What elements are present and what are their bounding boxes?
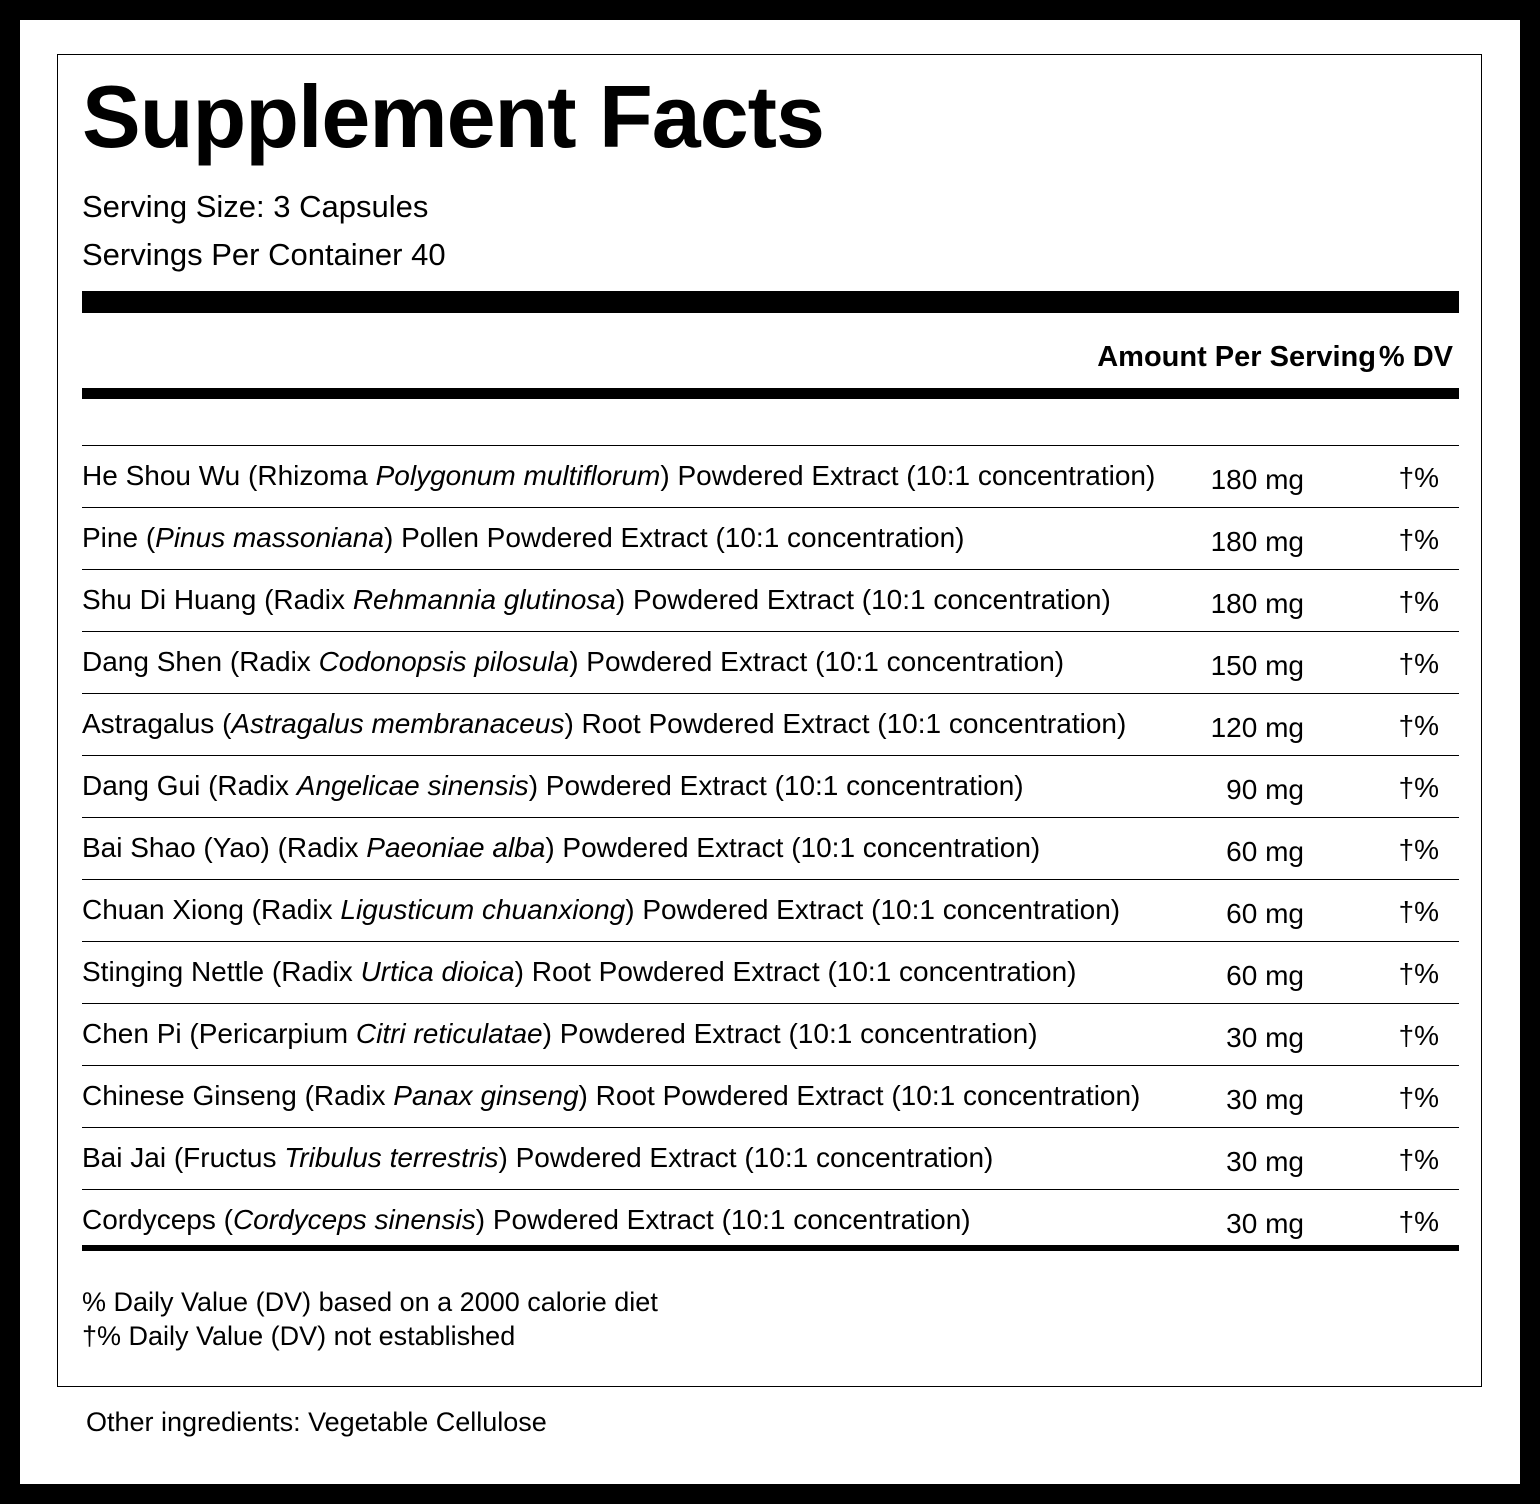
ingredient-latin-name: Codonopsis pilosula bbox=[318, 646, 570, 677]
ingredient-name-prefix: Bai Jai (Fructus bbox=[82, 1142, 285, 1173]
ingredient-daily-value: †% bbox=[1398, 772, 1439, 803]
header-amount-per-serving: Amount Per Serving bbox=[1097, 341, 1376, 373]
ingredient-amount: 180 mg bbox=[1210, 464, 1304, 495]
ingredient-name bbox=[82, 1080, 1140, 1112]
ingredient-latin-name: Citri reticulatae bbox=[355, 1018, 543, 1049]
table-row bbox=[82, 694, 1459, 756]
ingredient-name-prefix: Cordyceps ( bbox=[82, 1204, 233, 1235]
divider-bottom bbox=[82, 1245, 1459, 1251]
table-row bbox=[82, 446, 1459, 508]
ingredient-amount: 120 mg bbox=[1210, 712, 1304, 743]
ingredient-name-suffix: ) Powdered Extract (10:1 concentration) bbox=[542, 1018, 1038, 1049]
ingredient-daily-value: †% bbox=[1398, 586, 1439, 617]
ingredient-name-prefix: Pine ( bbox=[82, 522, 156, 553]
ingredient-name bbox=[82, 584, 1111, 616]
ingredient-name-suffix: ) Root Powdered Extract (10:1 concentration) bbox=[514, 956, 1077, 987]
divider-thick bbox=[82, 291, 1459, 313]
ingredient-name-prefix: Astragalus ( bbox=[82, 708, 232, 739]
ingredient-amount: 180 mg bbox=[1210, 588, 1304, 619]
page-title: Supplement Facts bbox=[82, 67, 824, 166]
ingredient-amount: 60 mg bbox=[1226, 836, 1304, 867]
table-row bbox=[82, 880, 1459, 942]
ingredient-name-suffix: ) Powdered Extract (10:1 concentration) bbox=[498, 1142, 994, 1173]
ingredient-name bbox=[82, 956, 1076, 988]
footnote-dv-basis: % Daily Value (DV) based on a 2000 calorie diet bbox=[82, 1287, 658, 1317]
ingredient-amount: 30 mg bbox=[1226, 1146, 1304, 1177]
other-ingredients: Other ingredients: Vegetable Cellulose bbox=[86, 1407, 547, 1437]
ingredient-daily-value: †% bbox=[1398, 1020, 1439, 1051]
ingredient-amount: 30 mg bbox=[1226, 1084, 1304, 1115]
ingredient-name-prefix: He Shou Wu (Rhizoma bbox=[82, 460, 376, 491]
ingredient-latin-name: Paeoniae alba bbox=[366, 832, 546, 863]
ingredient-name-suffix: ) Powdered Extract (10:1 concentration) bbox=[625, 894, 1121, 925]
ingredient-latin-name: Panax ginseng bbox=[393, 1080, 579, 1111]
ingredient-name-suffix: ) Powdered Extract (10:1 concentration) bbox=[615, 584, 1111, 615]
table-row bbox=[82, 818, 1459, 880]
ingredient-daily-value: †% bbox=[1398, 648, 1439, 679]
ingredient-name-suffix: ) Powdered Extract (10:1 concentration) bbox=[660, 460, 1156, 491]
table-row bbox=[82, 1004, 1459, 1066]
ingredient-latin-name: Astragalus membranaceus bbox=[231, 708, 565, 739]
ingredient-name-prefix: Shu Di Huang (Radix bbox=[82, 584, 353, 615]
ingredient-daily-value: †% bbox=[1398, 462, 1439, 493]
ingredient-name bbox=[82, 770, 1024, 802]
ingredient-table bbox=[82, 445, 1459, 1251]
ingredient-name-prefix: Dang Gui (Radix bbox=[82, 770, 297, 801]
ingredient-name-prefix: Chinese Ginseng (Radix bbox=[82, 1080, 394, 1111]
ingredient-latin-name: Pinus massoniana bbox=[155, 522, 384, 553]
ingredient-latin-name: Tribulus terrestris bbox=[284, 1142, 499, 1173]
ingredient-name bbox=[82, 708, 1126, 740]
ingredient-name bbox=[82, 894, 1120, 926]
table-row bbox=[82, 1066, 1459, 1128]
ingredient-daily-value: †% bbox=[1398, 958, 1439, 989]
ingredient-amount: 30 mg bbox=[1226, 1208, 1304, 1239]
header-daily-value: % DV bbox=[1378, 341, 1453, 373]
table-row bbox=[82, 756, 1459, 818]
footnotes bbox=[82, 1285, 658, 1353]
table-row bbox=[82, 1128, 1459, 1190]
table-row bbox=[82, 942, 1459, 1004]
table-row bbox=[82, 508, 1459, 570]
ingredient-name bbox=[82, 1142, 993, 1174]
table-row bbox=[82, 1190, 1459, 1251]
ingredient-name-suffix: ) Powdered Extract (10:1 concentration) bbox=[528, 770, 1024, 801]
ingredient-name bbox=[82, 1204, 971, 1236]
serving-info bbox=[82, 183, 446, 279]
serving-size: Serving Size: 3 Capsules bbox=[82, 189, 429, 224]
ingredient-amount: 30 mg bbox=[1226, 1022, 1304, 1053]
ingredient-daily-value: †% bbox=[1398, 896, 1439, 927]
ingredient-name-prefix: Bai Shao (Yao) (Radix bbox=[82, 832, 367, 863]
ingredient-latin-name: Urtica dioica bbox=[360, 956, 515, 987]
divider-medium bbox=[82, 388, 1459, 399]
ingredient-amount: 150 mg bbox=[1210, 650, 1304, 681]
ingredient-name-prefix: Stinging Nettle (Radix bbox=[82, 956, 361, 987]
ingredient-latin-name: Rehmannia glutinosa bbox=[352, 584, 616, 615]
ingredient-name-prefix: Chuan Xiong (Radix bbox=[82, 894, 341, 925]
ingredient-name-prefix: Dang Shen (Radix bbox=[82, 646, 319, 677]
ingredient-name-suffix: ) Powdered Extract (10:1 concentration) bbox=[569, 646, 1065, 677]
table-row bbox=[82, 570, 1459, 632]
ingredient-amount: 60 mg bbox=[1226, 898, 1304, 929]
ingredient-daily-value: †% bbox=[1398, 524, 1439, 555]
ingredient-daily-value: †% bbox=[1398, 834, 1439, 865]
ingredient-latin-name: Angelicae sinensis bbox=[296, 770, 529, 801]
ingredient-daily-value: †% bbox=[1398, 1082, 1439, 1113]
supplement-facts-panel bbox=[57, 54, 1482, 1387]
ingredient-latin-name: Ligusticum chuanxiong bbox=[340, 894, 626, 925]
ingredient-name-suffix: ) Pollen Powdered Extract (10:1 concentration) bbox=[383, 522, 965, 553]
ingredient-daily-value: †% bbox=[1398, 1144, 1439, 1175]
ingredient-latin-name: Cordyceps sinensis bbox=[232, 1204, 476, 1235]
ingredient-daily-value: †% bbox=[1398, 1206, 1439, 1237]
ingredient-name-prefix: Chen Pi (Pericarpium bbox=[82, 1018, 356, 1049]
table-row bbox=[82, 632, 1459, 694]
ingredient-name-suffix: ) Powdered Extract (10:1 concentration) bbox=[545, 832, 1041, 863]
ingredient-name-suffix: ) Root Powdered Extract (10:1 concentration) bbox=[564, 708, 1127, 739]
footnote-dv-not-established: †% Daily Value (DV) not established bbox=[82, 1321, 516, 1351]
ingredient-name bbox=[82, 522, 965, 554]
ingredient-name bbox=[82, 1018, 1038, 1050]
ingredient-name-suffix: ) Powdered Extract (10:1 concentration) bbox=[475, 1204, 971, 1235]
ingredient-amount: 90 mg bbox=[1226, 774, 1304, 805]
ingredient-daily-value: †% bbox=[1398, 710, 1439, 741]
label-sheet bbox=[20, 20, 1520, 1484]
ingredient-name bbox=[82, 832, 1040, 864]
ingredient-latin-name: Polygonum multiflorum bbox=[375, 460, 661, 491]
servings-per-container: Servings Per Container 40 bbox=[82, 237, 446, 272]
ingredient-amount: 60 mg bbox=[1226, 960, 1304, 991]
ingredient-name bbox=[82, 646, 1064, 678]
ingredient-amount: 180 mg bbox=[1210, 526, 1304, 557]
ingredient-name bbox=[82, 460, 1155, 492]
ingredient-name-suffix: ) Root Powdered Extract (10:1 concentration) bbox=[578, 1080, 1141, 1111]
